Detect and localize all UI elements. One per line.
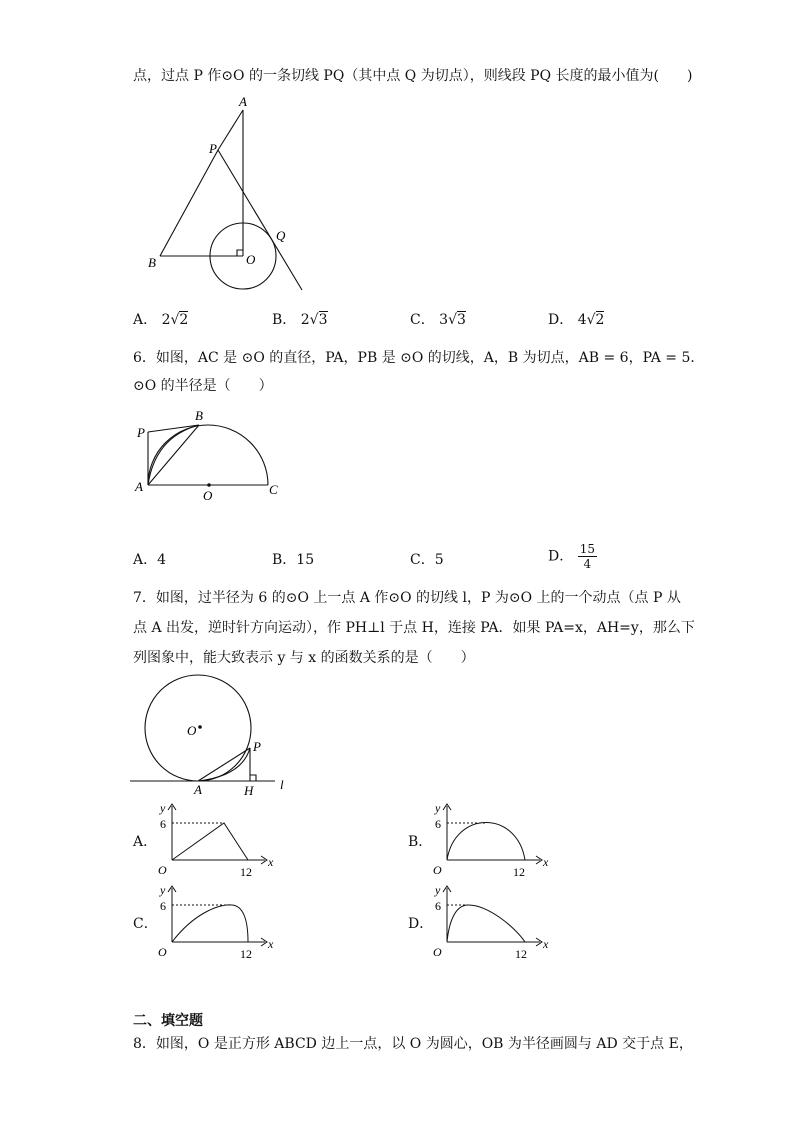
- label-p: P: [209, 141, 217, 156]
- svg-text:x: x: [268, 855, 274, 869]
- q7-option-d: D．: [408, 916, 434, 932]
- svg-text:y: y: [160, 801, 166, 815]
- q7-option-b: B．: [408, 834, 433, 850]
- graph-c: [150, 882, 280, 962]
- label-o: O: [246, 252, 256, 267]
- q7-text-line1: 7．如图，过半径为 6 的⊙O 上一点 A 作⊙O 的切线 l，P 为⊙O 上的一个动点（点 P 从: [133, 590, 681, 606]
- graph-d: [425, 882, 555, 962]
- svg-text:x: x: [543, 855, 549, 869]
- svg-text:6: 6: [435, 899, 441, 913]
- q6-option-b: B．15: [272, 552, 315, 568]
- q6-text-line2: ⊙O 的半径是（ ）: [133, 378, 273, 394]
- q7-option-a: A．: [133, 834, 158, 850]
- label-a7: A: [194, 782, 202, 797]
- svg-text:12: 12: [240, 865, 252, 879]
- label-p6: P: [137, 425, 145, 440]
- label-p7: P: [253, 739, 261, 754]
- svg-text:6: 6: [160, 899, 166, 913]
- svg-text:12: 12: [515, 947, 527, 961]
- svg-text:x: x: [543, 937, 549, 951]
- q5-figure: [140, 92, 340, 292]
- label-b: B: [148, 255, 156, 270]
- svg-text:y: y: [160, 883, 166, 897]
- svg-text:y: y: [435, 883, 441, 897]
- label-a: A: [239, 94, 247, 109]
- svg-text:6: 6: [160, 817, 166, 831]
- label-b6: B: [195, 408, 203, 423]
- q7-figure: [130, 672, 300, 797]
- label-o6: O: [203, 488, 213, 503]
- q6-option-d: D． $\frac{15}{4}$: [548, 542, 595, 571]
- label-c6: C: [269, 482, 278, 497]
- q6-figure: [133, 405, 293, 505]
- svg-text:12: 12: [240, 947, 252, 961]
- q6-option-a: A．4: [133, 552, 167, 568]
- svg-text:12: 12: [513, 865, 525, 879]
- q6-option-c: C．5: [410, 552, 444, 568]
- q5-option-d: D． 4√2: [548, 312, 605, 328]
- svg-text:O: O: [433, 863, 442, 877]
- graph-a: [150, 800, 280, 880]
- svg-text:O: O: [158, 863, 167, 877]
- svg-text:6: 6: [435, 817, 441, 831]
- graph-b: [425, 800, 555, 880]
- svg-text:y: y: [435, 801, 441, 815]
- label-h7: H: [244, 783, 254, 798]
- svg-text:O: O: [158, 945, 167, 959]
- q5-text: 点，过点 P 作⊙O 的一条切线 PQ（其中点 Q 为切点），则线段 PQ 长度的最小值为( ): [133, 68, 693, 84]
- q5-option-c: C． 3√3: [410, 312, 466, 328]
- label-q: Q: [276, 228, 286, 243]
- q7-text-line3: 列图象中，能大致表示 y 与 x 的函数关系的是（ ）: [133, 650, 475, 666]
- q5-option-b: B． 2√3: [272, 312, 328, 328]
- section-heading: 二、填空题: [133, 1013, 203, 1029]
- label-a6: A: [135, 479, 143, 494]
- svg-text:x: x: [268, 937, 274, 951]
- label-o7: O: [187, 723, 197, 738]
- q5-option-a: A． 2√2: [133, 312, 189, 328]
- label-l7: l: [280, 777, 284, 792]
- q8-text-line1: 8．如图，O 是正方形 ABCD 边上一点，以 O 为圆心，OB 为半径画圆与 AD 交于点 E，: [133, 1036, 693, 1052]
- q7-text-line2: 点 A 出发，逆时针方向运动），作 PH⊥l 于点 H，连接 PA．如果 PA=x，AH=y，那么下: [133, 620, 695, 636]
- svg-text:O: O: [433, 945, 442, 959]
- q6-text-line1: 6．如图，AC 是 ⊙O 的直径，PA，PB 是 ⊙O 的切线，A，B 为切点，AB = 6，PA = 5．: [133, 350, 705, 366]
- q7-option-c: C．: [133, 916, 158, 932]
